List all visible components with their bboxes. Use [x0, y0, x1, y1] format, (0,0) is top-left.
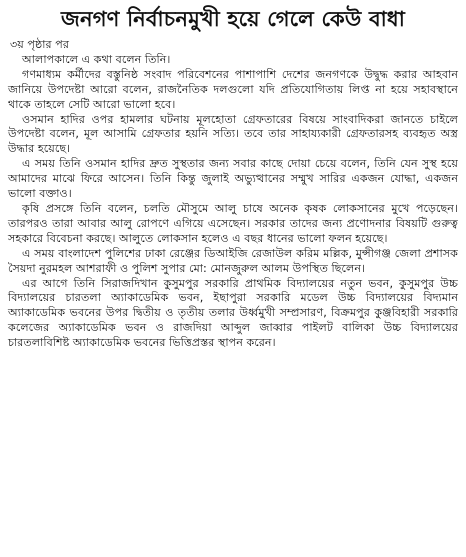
article-paragraph: কৃষি প্রসঙ্গে তিনি বলেন, চলতি মৌসুমে আলু চাষে অনেক কৃষক লোকসানের মুখে পড়েছেন। তারপরও তারা আবার আলু রোপণে এগিয়ে এসেছেন। সরকার তাদের জন্য প্রণোদনার বিষয়টি গুরুত্ব সহকারে বিবেচনা করছে। আলুতে লোকসান হলেও এ বছর ধানের ভালো ফলন হয়েছে।: [8, 201, 458, 245]
article-paragraph: এ সময় বাংলাদেশ পুলিশের ঢাকা রেঞ্জের ডিআইজি রেজাউল করিম মল্লিক, মুন্সীগঞ্জ জেলা প্রশাসক সৈয়দা নুরমহল আশরাফী ও পুলিশ সুপার মো: মোনজুরুল আলম উপস্থিত ছিলেন।: [8, 246, 458, 275]
continued-from-label: ৩য় পৃষ্ঠার পর: [10, 38, 70, 51]
article-paragraph: আলাপকালে এ কথা বলেন তিনি।: [22, 52, 171, 66]
article-paragraph: এ সময় তিনি ওসমান হাদির দ্রুত সুস্থতার জন্য সবার কাছে দোয়া চেয়ে বলেন, তিনি যেন সুস্থ হয়ে আমাদের মাঝে ফিরে আসেন। তিনি কিন্তু জুলাই অভ্যুত্থানের সম্মুখ সারির একজন যোদ্ধা, একজন ভালো বক্তাও।: [8, 157, 458, 201]
article-paragraph: এর আগে তিনি সিরাজদিখান কুসুমপুর সরকারি প্রাথমিক বিদ্যালয়ের নতুন ভবন, কুসুমপুর উচ্চ বিদ্যালয়ের চারতলা অ্যাকাডেমিক ভবন, ইছাপুরা সরকারি মডেল উচ্চ বিদ্যালয়ের বিদ্যমান অ্যাকাডেমিক ভবনের উপর দ্বিতীয় ও তৃতীয় তলার উর্ধ্বমুখী সম্প্রসারণ, বিক্রমপুর কুঞ্জবিহারী সরকারি কলেজের অ্যাকাডেমিক ভবন ও রাজদিয়া আব্দুল জাব্বার পাইলট বালিকা উচ্চ বিদ্যালয়ের চারতলাবিশিষ্ট অ্যাকাডেমিক ভবনের ভিত্তিপ্রস্তর স্থাপন করেন।: [8, 276, 458, 350]
article-body: [8, 38, 458, 351]
article-headline: জনগণ নির্বাচনমুখী হয়ে গেলে কেউ বাধা: [60, 7, 405, 31]
article-paragraph: গণমাধ্যম কর্মীদের বস্তুনিষ্ঠ সংবাদ পরিবেশনের পাশাপাশি দেশের জনগণকে উদ্বুদ্ধ করার আহবান জানিয়ে উপদেষ্টা আরো বলেন, রাজনৈতিক দলগুলো যদি প্রতিযোগিতায় লিপ্ত না হয়ে সহাবস্থানে থাকে তাহলে সেটি আরো ভালো হবে।: [8, 67, 458, 111]
article-paragraph: ওসমান হাদির ওপর হামলার ঘটনায় মূলহোতা গ্রেফতারের বিষয়ে সাংবাদিকরা জানতে চাইলে উপদেষ্টা বলেন, মূল আসামি গ্রেফতার হয়নি সত্যি। তবে তার সাহায্যকারী গ্রেফতারসহ ব্যবহৃত অস্ত্র উদ্ধার হয়েছে।: [8, 112, 458, 156]
